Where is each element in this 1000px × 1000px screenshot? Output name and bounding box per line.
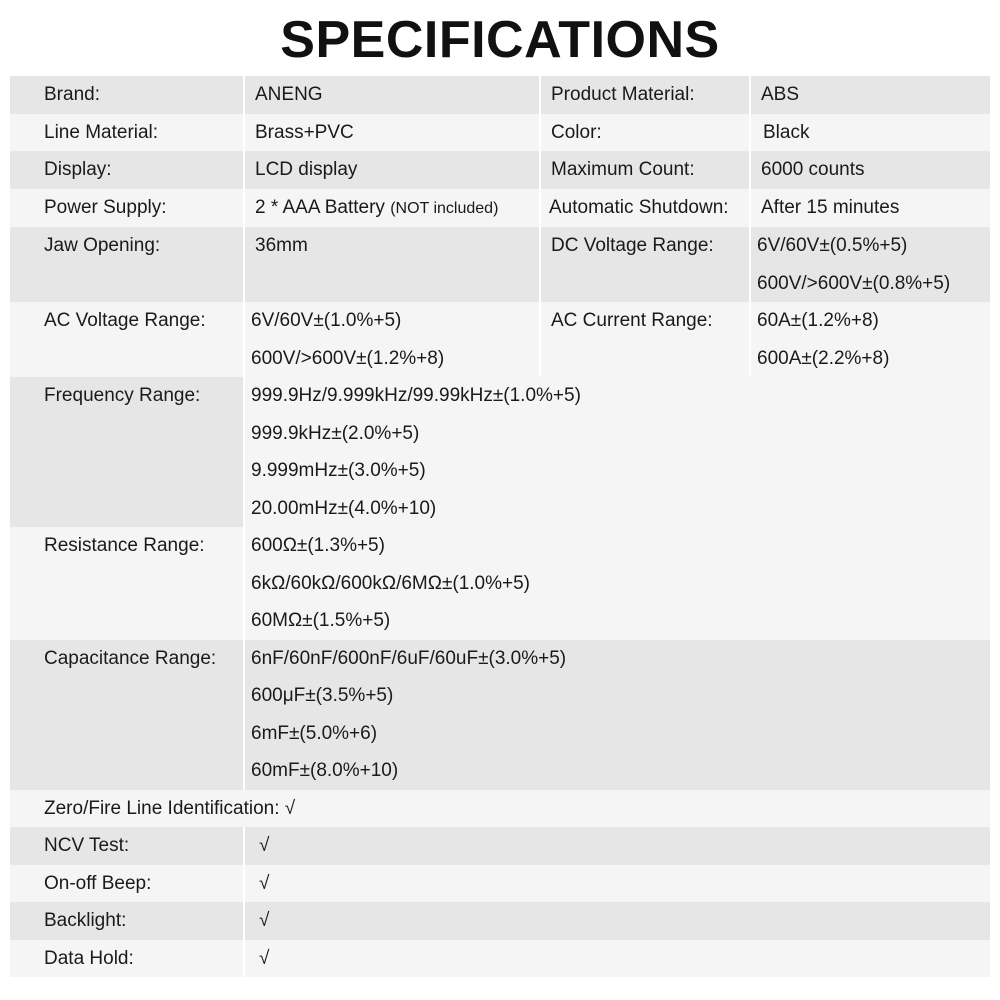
on-off-beep-label: On-off Beep: <box>10 865 243 903</box>
ac-voltage-range-value-1: 6V/60V±(1.0%+5) <box>251 310 402 331</box>
data-hold-label: Data Hold: <box>10 940 243 978</box>
dc-voltage-range-value-1: 6V/60V±(0.5%+5) <box>757 235 908 256</box>
product-material-label: Product Material: <box>541 76 749 114</box>
jaw-opening-label: Jaw Opening: <box>10 227 243 302</box>
power-supply-main: 2 * AAA Battery <box>255 196 385 218</box>
ac-current-range-value-1: 60A±(1.2%+8) <box>757 310 879 331</box>
backlight-label: Backlight: <box>10 902 243 940</box>
ac-voltage-range-label: AC Voltage Range: <box>10 302 243 377</box>
backlight-check: √ <box>245 902 990 940</box>
line-material-value: Brass+PVC <box>245 114 539 152</box>
capacitance-range-value-4: 60mF±(8.0%+10) <box>251 760 399 781</box>
ac-voltage-range-values <box>245 302 539 377</box>
color-value: Black <box>751 114 990 152</box>
frequency-range-values <box>245 377 990 527</box>
resistance-range-value-2: 6kΩ/60kΩ/600kΩ/6MΩ±(1.0%+5) <box>251 572 530 594</box>
frequency-range-value-1: 999.9Hz/9.999kHz/99.99kHz±(1.0%+5) <box>251 385 581 406</box>
spec-table <box>10 76 990 977</box>
ac-current-range-values <box>751 302 990 377</box>
capacitance-range-label: Capacitance Range: <box>10 640 243 790</box>
zero-fire-line-row <box>10 790 990 828</box>
resistance-range-label: Resistance Range: <box>10 527 243 640</box>
automatic-shutdown-value: After 15 minutes <box>751 189 990 228</box>
maximum-count-label: Maximum Count: <box>541 151 749 189</box>
display-value: LCD display <box>245 151 539 189</box>
brand-label: Brand: <box>10 76 243 114</box>
automatic-shutdown-label: Automatic Shutdown: <box>541 189 749 228</box>
ncv-test-label: NCV Test: <box>10 827 243 865</box>
resistance-range-values <box>245 527 990 640</box>
maximum-count-value: 6000 counts <box>751 151 990 189</box>
data-hold-check: √ <box>245 940 990 978</box>
ac-current-range-label: AC Current Range: <box>541 302 749 377</box>
ac-current-range-value-2: 600A±(2.2%+8) <box>757 347 890 369</box>
resistance-range-value-1: 600Ω±(1.3%+5) <box>251 535 385 556</box>
brand-value: ANENG <box>245 76 539 114</box>
power-supply-label: Power Supply: <box>10 189 243 228</box>
product-material-value: ABS <box>751 76 990 114</box>
capacitance-range-values <box>245 640 990 790</box>
display-label: Display: <box>10 151 243 189</box>
ac-voltage-range-value-2: 600V/>600V±(1.2%+8) <box>251 347 445 369</box>
frequency-range-value-3: 9.999mHz±(3.0%+5) <box>251 460 426 481</box>
resistance-range-value-3: 60MΩ±(1.5%+5) <box>251 610 391 631</box>
ncv-test-check: √ <box>245 827 990 865</box>
capacitance-range-value-1: 6nF/60nF/600nF/6uF/60uF±(3.0%+5) <box>251 647 567 669</box>
zero-fire-line-check: √ <box>284 797 296 819</box>
jaw-opening-value: 36mm <box>245 227 539 302</box>
on-off-beep-check: √ <box>245 865 990 903</box>
capacitance-range-value-3: 6mF±(5.0%+6) <box>251 722 378 744</box>
zero-fire-line-label: Zero/Fire Line Identification: <box>44 797 280 819</box>
color-label: Color: <box>541 114 749 152</box>
page-title: SPECIFICATIONS <box>280 11 720 69</box>
power-supply-note: (NOT included) <box>390 199 499 217</box>
dc-voltage-range-label: DC Voltage Range: <box>541 227 749 302</box>
capacitance-range-value-2: 600μF±(3.5%+5) <box>251 685 394 706</box>
dc-voltage-range-values <box>751 227 990 302</box>
frequency-range-value-4: 20.00mHz±(4.0%+10) <box>251 497 437 519</box>
line-material-label: Line Material: <box>10 114 243 152</box>
frequency-range-value-2: 999.9kHz±(2.0%+5) <box>251 422 420 444</box>
power-supply-value <box>245 189 539 228</box>
frequency-range-label: Frequency Range: <box>10 377 243 527</box>
dc-voltage-range-value-2: 600V/>600V±(0.8%+5) <box>757 272 951 294</box>
